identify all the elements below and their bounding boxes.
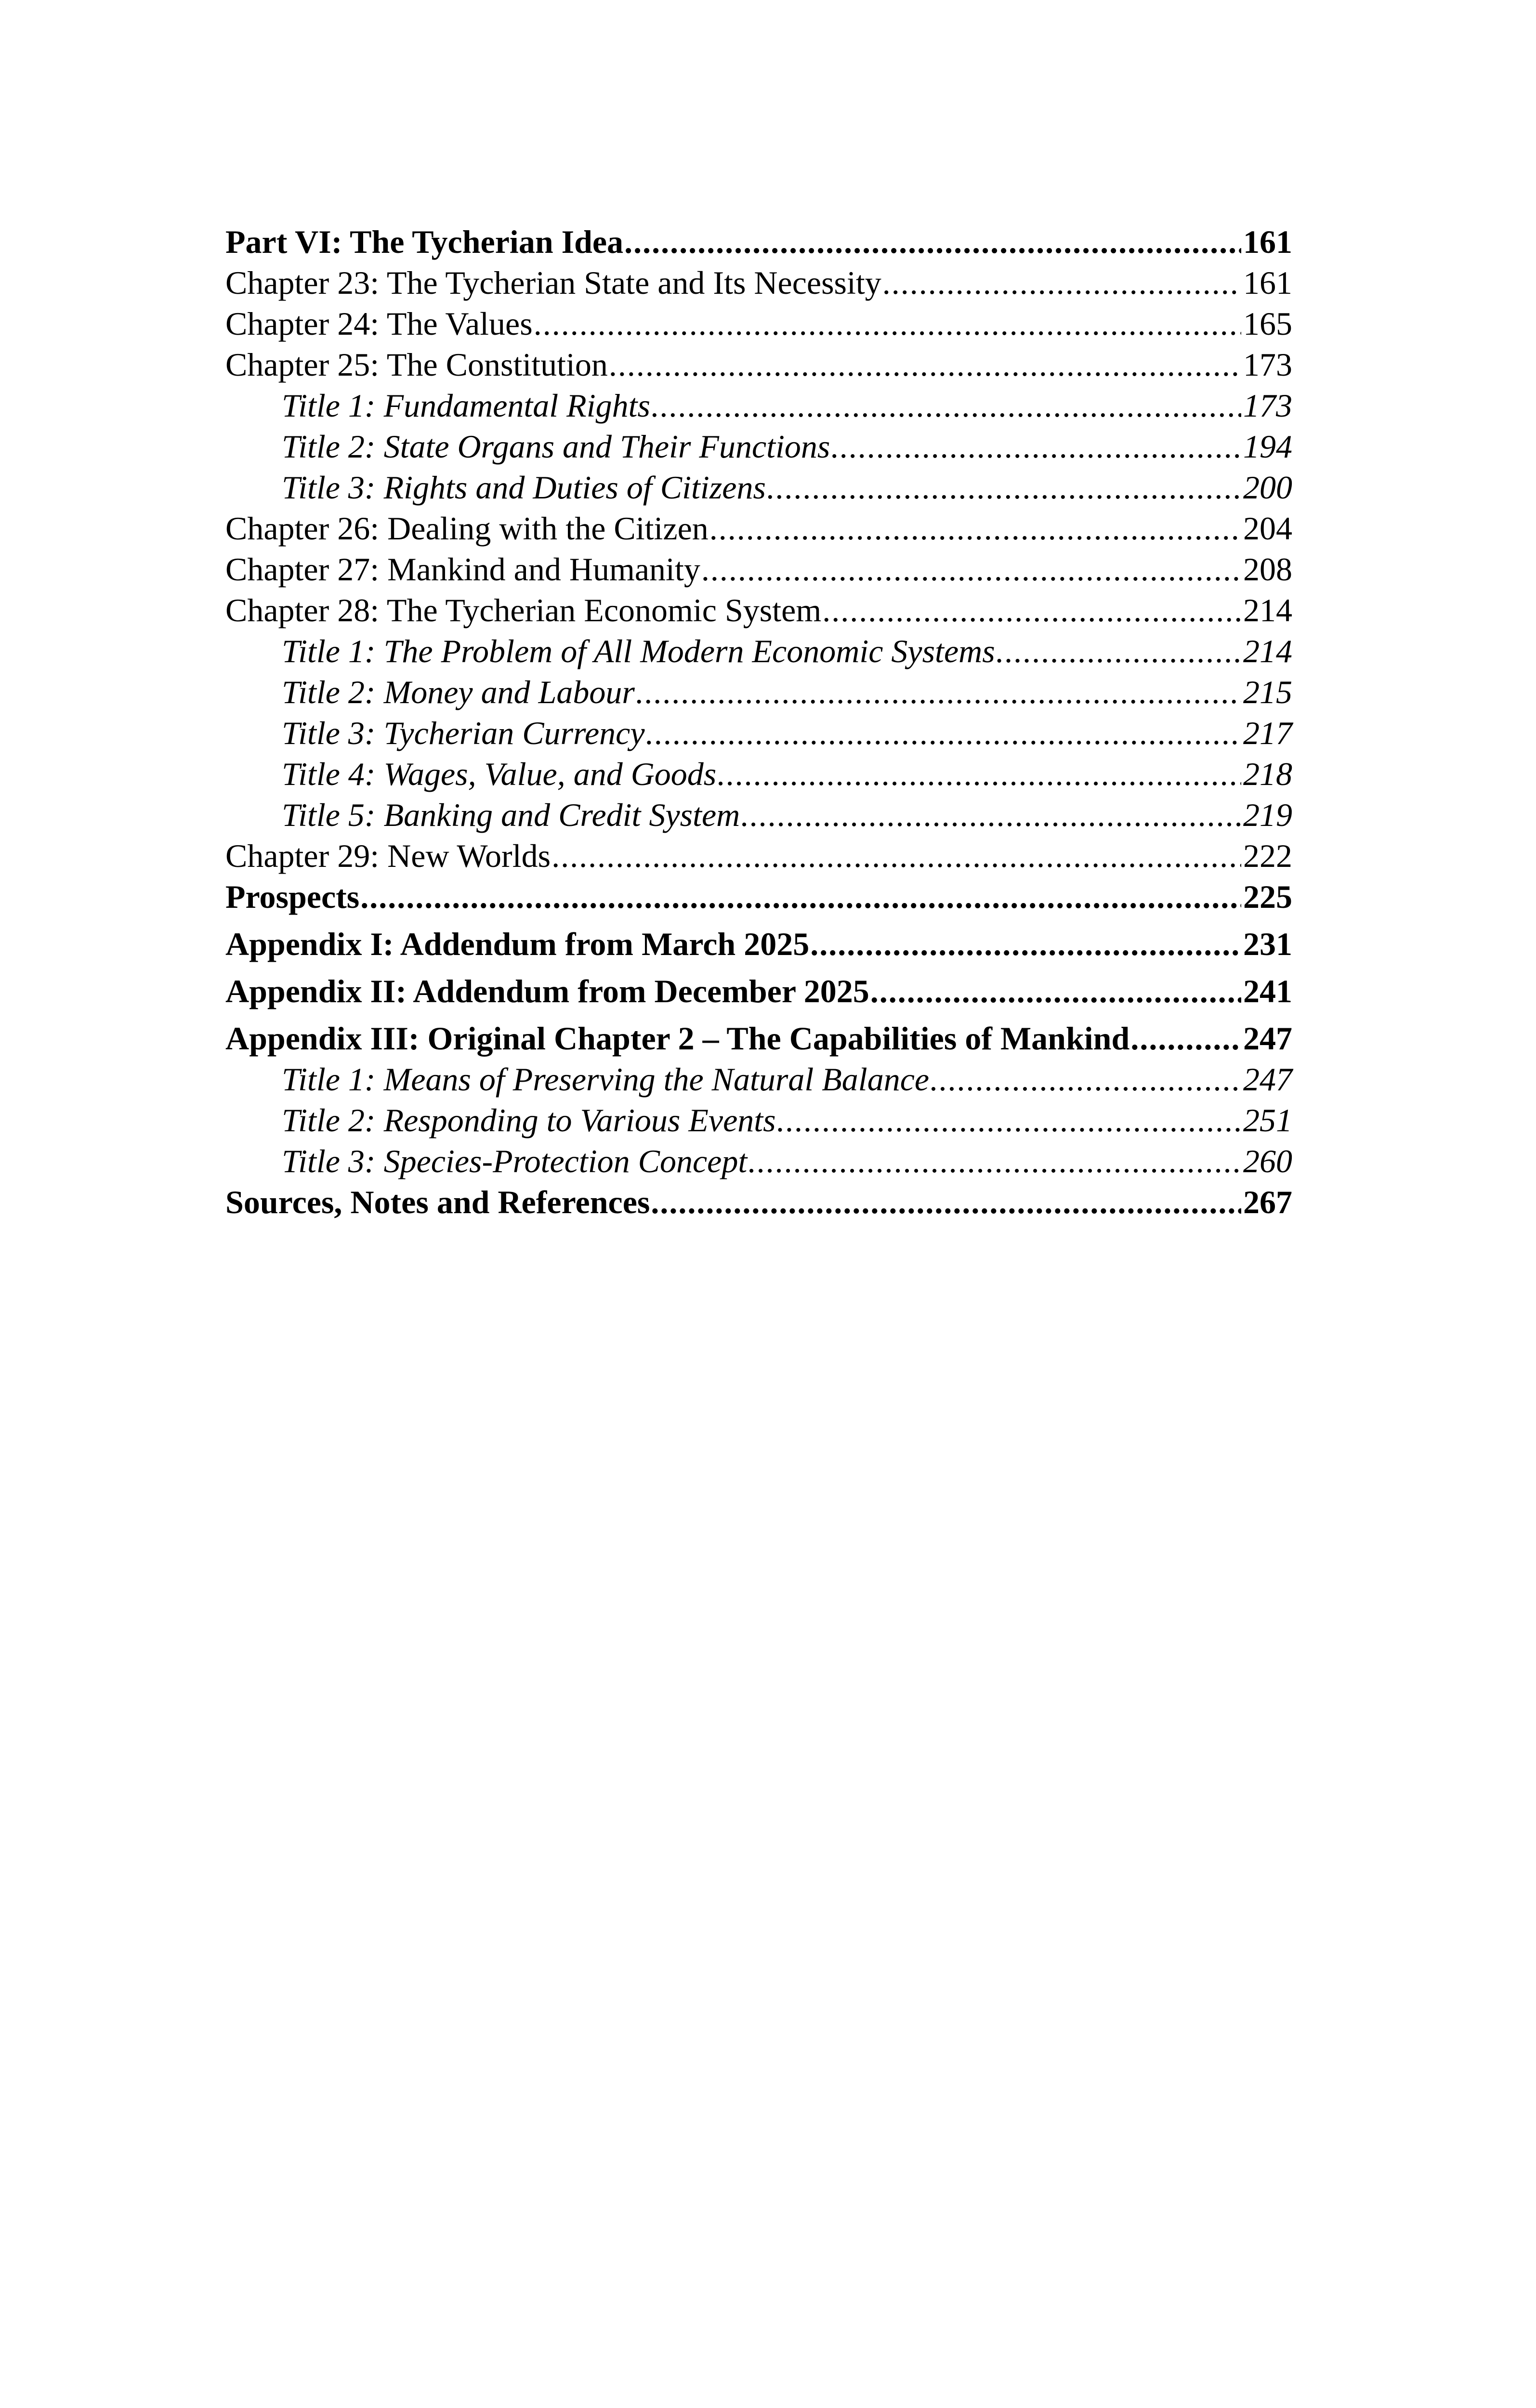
toc-page-number: 241 <box>1243 973 1292 1009</box>
dot-leader <box>551 836 1241 877</box>
toc-page-number: 222 <box>1243 838 1292 874</box>
toc-page-number: 208 <box>1243 551 1292 588</box>
toc-entry-chapter-28[interactable] <box>225 590 1292 631</box>
toc-entry-label: Appendix II: Addendum from December 2025 <box>225 973 869 1009</box>
toc-page-number: 165 <box>1243 305 1292 342</box>
toc-entry-chapter-23[interactable] <box>225 262 1292 303</box>
toc-entry-label: Title 1: Means of Preserving the Natural Balance <box>282 1061 930 1098</box>
toc-entry-label: Chapter 28: The Tycherian Economic System <box>225 592 822 628</box>
toc-page-number: 231 <box>1243 926 1292 962</box>
toc-page-number: 251 <box>1243 1102 1292 1139</box>
dot-leader <box>701 549 1241 590</box>
toc-entry-ch28-title-1[interactable] <box>225 631 1292 672</box>
dot-leader <box>870 971 1241 1012</box>
toc-page-number: 219 <box>1243 797 1292 833</box>
toc-entry-label: Prospects <box>225 878 360 915</box>
dot-leader <box>996 631 1241 672</box>
toc-entry-ch25-title-3[interactable] <box>225 467 1292 508</box>
table-of-contents <box>225 222 1292 1223</box>
toc-page-number: 225 <box>1243 878 1292 915</box>
dot-leader <box>1130 1018 1241 1059</box>
toc-page-number: 247 <box>1243 1020 1292 1057</box>
toc-page-number: 214 <box>1243 633 1292 669</box>
toc-entry-chapter-26[interactable] <box>225 508 1292 549</box>
toc-entry-chapter-29[interactable] <box>225 836 1292 877</box>
toc-page-number: 260 <box>1243 1143 1292 1179</box>
dot-leader <box>609 344 1241 385</box>
toc-entry-appendix-iii[interactable] <box>225 1018 1292 1059</box>
toc-entry-appendix-ii[interactable] <box>225 971 1292 1012</box>
toc-entry-part-vi[interactable] <box>225 222 1292 262</box>
dot-leader <box>767 467 1241 508</box>
dot-leader <box>882 262 1241 303</box>
toc-entry-label: Title 1: Fundamental Rights <box>282 387 650 424</box>
toc-page-number: 218 <box>1243 756 1292 792</box>
toc-entry-label: Title 3: Species-Protection Concept <box>282 1143 748 1179</box>
toc-entry-label: Title 1: The Problem of All Modern Economic Systems <box>282 633 995 669</box>
toc-entry-label: Title 2: Responding to Various Events <box>282 1102 776 1139</box>
toc-page-number: 214 <box>1243 592 1292 628</box>
toc-entry-label: Chapter 24: The Values <box>225 305 533 342</box>
toc-entry-label: Chapter 29: New Worlds <box>225 838 551 874</box>
toc-entry-label: Chapter 26: Dealing with the Citizen <box>225 510 709 547</box>
toc-entry-label: Title 2: State Organs and Their Functions <box>282 428 830 465</box>
dot-leader <box>930 1059 1241 1100</box>
dot-leader <box>717 754 1241 795</box>
toc-entry-prospects[interactable] <box>225 877 1292 917</box>
toc-entry-ch25-title-1[interactable] <box>225 385 1292 426</box>
toc-entry-label: Title 3: Tycherian Currency <box>282 715 645 751</box>
dot-leader <box>624 222 1241 262</box>
toc-page-number: 161 <box>1243 264 1292 301</box>
toc-entry-label: Appendix III: Original Chapter 2 – The Capabilities of Mankind <box>225 1020 1130 1057</box>
toc-page-number: 200 <box>1243 469 1292 506</box>
dot-leader <box>534 303 1241 344</box>
toc-entry-app3-title-2[interactable] <box>225 1100 1292 1141</box>
toc-entry-chapter-24[interactable] <box>225 303 1292 344</box>
toc-entry-label: Title 4: Wages, Value, and Goods <box>282 756 717 792</box>
toc-entry-ch28-title-5[interactable] <box>225 795 1292 836</box>
toc-entry-label: Chapter 27: Mankind and Humanity <box>225 551 700 588</box>
dot-leader <box>360 877 1241 917</box>
toc-entry-label: Title 5: Banking and Credit System <box>282 797 740 833</box>
toc-entry-label: Title 2: Money and Labour <box>282 674 635 710</box>
toc-entry-ch28-title-2[interactable] <box>225 672 1292 713</box>
toc-page-number: 161 <box>1243 223 1292 260</box>
toc-entry-label: Sources, Notes and References <box>225 1184 650 1220</box>
toc-page-number: 247 <box>1243 1061 1292 1098</box>
toc-entry-ch25-title-2[interactable] <box>225 426 1292 467</box>
dot-leader <box>810 924 1241 965</box>
toc-entry-sources[interactable] <box>225 1182 1292 1223</box>
dot-leader <box>651 385 1241 426</box>
toc-entry-ch28-title-4[interactable] <box>225 754 1292 795</box>
dot-leader <box>777 1100 1241 1141</box>
dot-leader <box>709 508 1241 549</box>
toc-entry-chapter-27[interactable] <box>225 549 1292 590</box>
dot-leader <box>748 1141 1241 1182</box>
toc-page-number: 215 <box>1243 674 1292 710</box>
toc-entry-appendix-i[interactable] <box>225 924 1292 965</box>
dot-leader <box>822 590 1241 631</box>
toc-page-number: 194 <box>1243 428 1292 465</box>
toc-entry-app3-title-3[interactable] <box>225 1141 1292 1182</box>
dot-leader <box>636 672 1241 713</box>
dot-leader <box>741 795 1241 836</box>
toc-entry-chapter-25[interactable] <box>225 344 1292 385</box>
toc-entry-ch28-title-3[interactable] <box>225 713 1292 754</box>
toc-page-number: 173 <box>1243 346 1292 383</box>
toc-page-number: 204 <box>1243 510 1292 547</box>
dot-leader <box>651 1182 1241 1223</box>
dot-leader <box>646 713 1241 754</box>
toc-entry-app3-title-1[interactable] <box>225 1059 1292 1100</box>
toc-entry-label: Appendix I: Addendum from March 2025 <box>225 926 810 962</box>
toc-page-number: 217 <box>1243 715 1292 751</box>
toc-page-number: 173 <box>1243 387 1292 424</box>
toc-entry-label: Chapter 23: The Tycherian State and Its Necessity <box>225 264 881 301</box>
toc-entry-label: Chapter 25: The Constitution <box>225 346 608 383</box>
toc-entry-label: Part VI: The Tycherian Idea <box>225 223 624 260</box>
toc-entry-label: Title 3: Rights and Duties of Citizens <box>282 469 766 506</box>
dot-leader <box>831 426 1241 467</box>
toc-page-number: 267 <box>1243 1184 1292 1220</box>
